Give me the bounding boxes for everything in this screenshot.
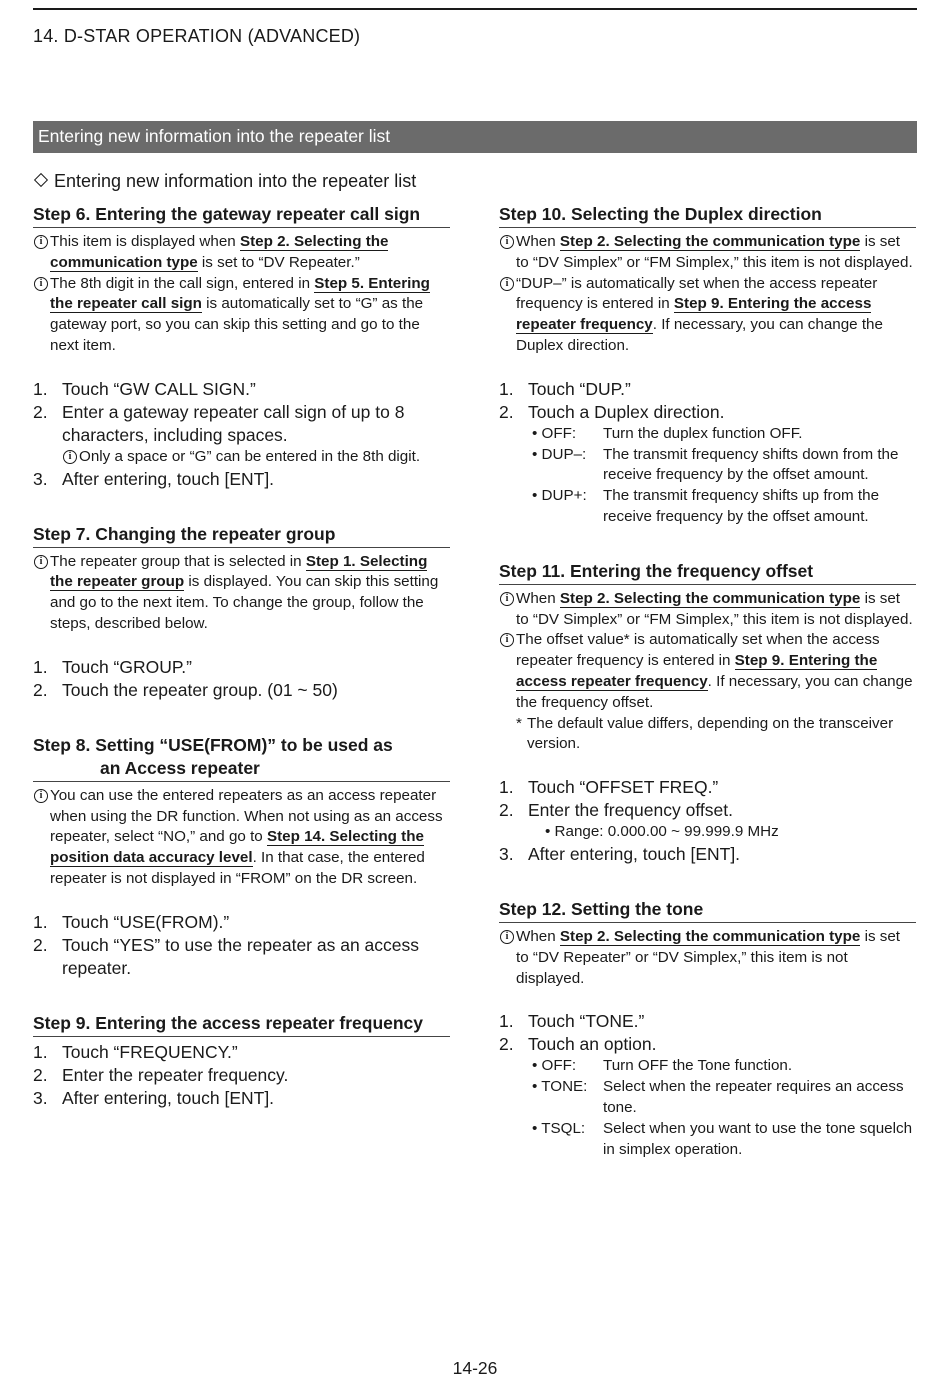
chapter-title: 14. D-STAR OPERATION (ADVANCED) (33, 26, 361, 46)
top-rule (33, 8, 917, 10)
step-9 (33, 1012, 450, 1110)
step-title: Step 12. Setting the tone (499, 898, 916, 923)
info-icon: i (34, 789, 48, 803)
info-icon: i (500, 235, 514, 249)
list-item: 1. Touch “USE(FROM).” (33, 911, 230, 932)
list-item: 3. After entering, touch [ENT]. (499, 843, 741, 864)
sub-heading (33, 171, 416, 192)
step-reference: Step 2. Selecting the communication type (559, 927, 861, 945)
list-item: 3. After entering, touch [ENT]. (33, 1087, 275, 1108)
step-reference: Step 9. Entering the access repeater frequency (516, 295, 872, 334)
info-icon: i (34, 235, 48, 249)
step-reference: Step 9. Entering the access repeater frequency (516, 652, 878, 690)
instruction-list (33, 911, 450, 980)
instruction-list (33, 1041, 450, 1110)
info-note: i The repeater group that is selected in Step 1. Selecting the repeater group is displayed. You can skip this setting and go to the next item. To change the group, follow the steps, described below. (33, 552, 450, 635)
option-item: • DUP–: The transmit frequency shifts down from the receive frequency by the offset amount. (532, 445, 899, 484)
step-7 (33, 523, 450, 702)
info-note: i Only a space or “G” can be entered in the 8th digit. (62, 447, 450, 468)
list-item: 1. Touch “GROUP.” (33, 656, 192, 677)
info-icon: i (500, 633, 514, 647)
list-item: 2. Enter the repeater frequency. (33, 1064, 289, 1085)
option-item: • OFF: Turn OFF the Tone function. (532, 1057, 793, 1075)
instruction-list (499, 1010, 916, 1160)
list-item: 3. After entering, touch [ENT]. (33, 468, 275, 489)
instruction-list (499, 776, 916, 866)
info-note: i The offset value* is automatically set when the access repeater frequency is entered in Step 9. Entering the access repeater frequency. If necessary, you can change the frequency offset. (499, 630, 916, 713)
option-item: • OFF: Turn the duplex function OFF. (532, 424, 803, 442)
info-icon: i (500, 592, 514, 606)
step-title: Step 8. Setting “USE(FROM)” to be used as an Access repeater (33, 734, 450, 782)
option-item: • DUP+: The transmit frequency shifts up from the receive frequency by the offset amount. (532, 487, 880, 525)
info-icon: i (34, 277, 48, 291)
section-bar: Entering new information into the repeater list (33, 121, 917, 153)
info-note: i When Step 2. Selecting the communication type is set to “DV Repeater” or “DV Simplex,” this item is not displayed. (499, 927, 916, 989)
step-reference: Step 2. Selecting the communication type (559, 233, 861, 250)
info-note: i This item is displayed when Step 2. Selecting the communication type is set to “DV Repeater.” (33, 232, 450, 274)
step-reference: Step 5. Entering the repeater call sign (50, 274, 430, 313)
list-item: 2. Enter a gateway repeater call sign of up to 8 characters, including spaces. i Only a space or “G” can be entered in the 8th digit. (33, 401, 450, 468)
step-11 (499, 560, 916, 866)
info-icon: i (500, 930, 514, 944)
step-10 (499, 203, 916, 528)
info-note: i The 8th digit in the call sign, entered in Step 5. Entering the repeater call sign is automatically set to “G” as the gateway port, so you can skip this setting and go to the next item. (33, 274, 450, 357)
info-icon: i (63, 450, 77, 464)
info-note: i When Step 2. Selecting the communication type is set to “DV Simplex” or “FM Simplex,” this item is not displayed. (499, 589, 916, 631)
sub-heading-text: Entering new information into the repeater list (54, 171, 417, 191)
step-8 (33, 734, 450, 980)
list-item: 1. Touch “GW CALL SIGN.” (33, 378, 256, 399)
step-title: Step 10. Selecting the Duplex direction (499, 203, 916, 228)
info-note: i “DUP–” is automatically set when the access repeater frequency is entered in Step 9. Entering the access repeater frequency. If necessary, you can change the Duplex direction. (499, 274, 916, 357)
info-icon: i (500, 277, 514, 291)
step-title: Step 7. Changing the repeater group (33, 523, 450, 548)
diamond-icon (34, 173, 48, 187)
step-reference: Step 1. Selecting the repeater group (50, 552, 428, 591)
info-note: i When Step 2. Selecting the communication type is set to “DV Simplex” or “FM Simplex,” this item is not displayed. (499, 232, 916, 274)
step-reference: Step 2. Selecting the communication type (50, 233, 389, 271)
option-item: • TSQL: Select when you want to use the tone squelch in simplex operation. (532, 1119, 913, 1158)
step-title: Step 6. Entering the gateway repeater call sign (33, 203, 450, 228)
info-icon: i (34, 555, 48, 569)
range-note: • Range: 0.000.00 ~ 99.999.9 MHz (545, 823, 779, 841)
instruction-list (33, 378, 450, 491)
instruction-list (499, 378, 916, 528)
list-item: 1. Touch “FREQUENCY.” (33, 1041, 238, 1062)
list-item: 2. Touch an option. • OFF: Turn OFF the Tone function. • TONE: Select when the repeater requires an access tone. • TSQL: Select when you want to use the tone squelch in simplex operation. (499, 1033, 916, 1160)
step-12 (499, 898, 916, 1160)
step-6 (33, 203, 450, 491)
step-title: Step 11. Entering the frequency offset (499, 560, 916, 585)
list-item: 1. Touch “DUP.” (499, 378, 631, 399)
instruction-list (33, 656, 450, 702)
page-number: 14-26 (452, 1358, 498, 1378)
step-title: Step 9. Entering the access repeater frequency (33, 1012, 450, 1037)
list-item: 2. Touch “YES” to use the repeater as an access repeater. (33, 934, 419, 978)
option-item: • TONE: Select when the repeater requires an access tone. (532, 1078, 904, 1116)
step-reference: Step 2. Selecting the communication type (559, 589, 861, 607)
right-column (499, 203, 916, 1181)
left-column (33, 203, 450, 1131)
list-item: 1. Touch “TONE.” (499, 1011, 645, 1032)
list-item: 2. Touch the repeater group. (01 ~ 50) (33, 679, 338, 700)
list-item: 1. Touch “OFFSET FREQ.” (499, 777, 719, 798)
info-note: i You can use the entered repeaters as an access repeater when using the DR function. When not using as an access repeater, select “NO,” and go to Step 14. Selecting the position data accuracy level. In that case, the entered repeater is not displayed in “FROM” on the DR screen. (33, 786, 450, 890)
list-item: 2. Touch a Duplex direction. • OFF: Turn the duplex function OFF. • DUP–: The transmit frequency shifts down from the receive frequency by the offset amount. • DUP+: The transmit frequency shifts up from the receive frequency by the offset amount. (499, 401, 916, 528)
step-reference: Step 14. Selecting the position data accuracy level (50, 828, 424, 867)
list-item: 2. Enter the frequency offset. • Range: 0.000.00 ~ 99.999.9 MHz (499, 799, 916, 843)
footnote: * The default value differs, depending on the transceiver version. (516, 714, 894, 753)
